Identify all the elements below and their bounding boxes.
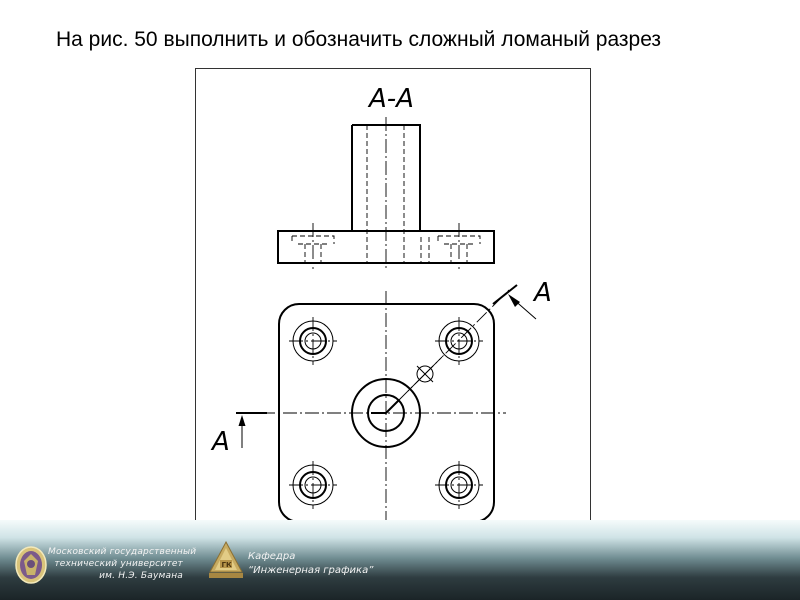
- arrowhead-left: [239, 415, 246, 426]
- slide-title: На рис. 50 выполнить и обозначить сложный ломаный разрез: [56, 28, 662, 51]
- corner-hole-top-left: [289, 317, 337, 365]
- department-line-2: “Инженерная графика”: [248, 565, 374, 576]
- cut-label-bottom: А: [212, 427, 230, 457]
- university-line-3: им. Н.Э. Баумана: [99, 571, 183, 581]
- arrowhead-top: [508, 294, 520, 307]
- corner-hole-top-right: [435, 317, 483, 365]
- department-name: [248, 550, 373, 578]
- university-line-2: технический университет: [54, 559, 183, 569]
- cut-label-top: А: [534, 278, 552, 308]
- corner-hole-bottom-left: [289, 461, 337, 509]
- plan-view: [210, 278, 552, 529]
- section-label: А-А: [369, 84, 414, 114]
- university-name: [48, 546, 197, 582]
- cutting-plane-line: [399, 290, 509, 400]
- drawing-sheet: [195, 68, 591, 536]
- technical-drawing: [196, 69, 592, 537]
- department-line-1: Кафедра: [248, 551, 296, 562]
- corner-hole-bottom-right: [435, 461, 483, 509]
- department-emblem-icon: [206, 540, 246, 582]
- university-emblem-icon: [14, 545, 48, 585]
- svg-text:ГК: ГК: [221, 561, 232, 569]
- cutting-plane-bend: [371, 400, 399, 413]
- university-line-1: Московский государственный: [48, 547, 197, 557]
- section-view: [278, 84, 494, 271]
